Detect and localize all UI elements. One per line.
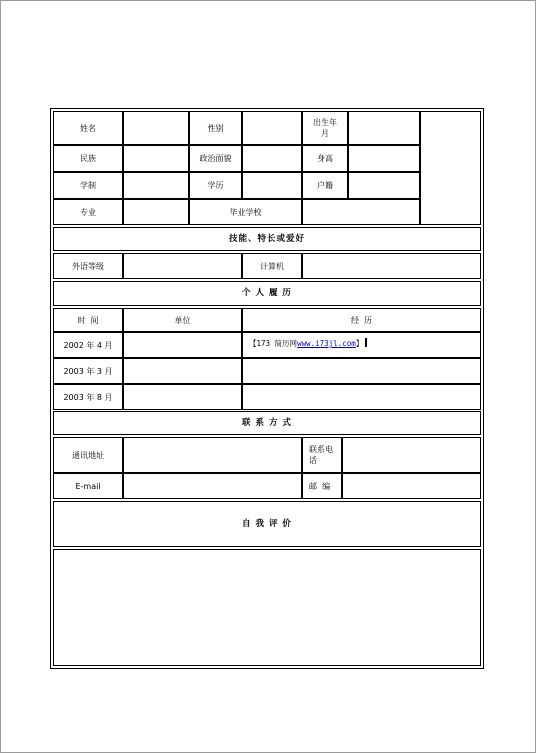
email-value[interactable] <box>123 473 302 499</box>
school-label: 毕业学校 <box>189 199 302 225</box>
education-system-value[interactable] <box>123 172 189 199</box>
resume-row-3-experience[interactable] <box>242 384 481 410</box>
major-label: 专业 <box>53 199 123 225</box>
resume-row-3-unit[interactable] <box>123 384 242 410</box>
photo-area <box>420 111 481 225</box>
watermark-prefix: 【173 简历网 <box>249 339 298 348</box>
postcode-value[interactable] <box>342 473 481 499</box>
major-value[interactable] <box>123 199 189 225</box>
name-value[interactable] <box>123 111 189 145</box>
contact-title: 联 系 方 式 <box>53 411 481 435</box>
computer-value[interactable] <box>302 253 481 279</box>
address-label: 通讯地址 <box>53 437 123 473</box>
postcode-label: 邮 编 <box>302 473 342 499</box>
ethnicity-label: 民族 <box>53 145 123 172</box>
height-value[interactable] <box>348 145 420 172</box>
watermark-suffix: 】 <box>355 339 364 348</box>
resume-table <box>50 108 484 669</box>
gender-label: 性别 <box>189 111 242 145</box>
resume-row-3-time: 2003 年 8 月 <box>53 384 123 410</box>
email-label: E-mail <box>53 473 123 499</box>
education-level-value[interactable] <box>242 172 302 199</box>
birth-value[interactable] <box>348 111 420 145</box>
address-value[interactable] <box>123 437 302 473</box>
resume-row-2-unit[interactable] <box>123 358 242 384</box>
gender-value[interactable] <box>242 111 302 145</box>
foreign-language-label: 外语等级 <box>53 253 123 279</box>
education-level-label: 学历 <box>189 172 242 199</box>
col-time-header: 时 间 <box>53 308 123 332</box>
col-unit-header: 单位 <box>123 308 242 332</box>
political-status-value[interactable] <box>242 145 302 172</box>
resume-row-1-time: 2002 年 4 月 <box>53 332 123 358</box>
computer-label: 计算机 <box>242 253 302 279</box>
phone-label: 联系电 话 <box>302 437 342 473</box>
birth-label: 出生年 月 <box>302 111 348 145</box>
school-value[interactable] <box>302 199 420 225</box>
col-experience-header: 经 历 <box>242 308 481 332</box>
hukou-value[interactable] <box>348 172 420 199</box>
name-label: 姓名 <box>53 111 123 145</box>
self-evaluation-body[interactable] <box>53 549 481 666</box>
skills-title: 技能、特长或爱好 <box>53 227 481 251</box>
foreign-language-value[interactable] <box>123 253 242 279</box>
resume-row-1-unit[interactable] <box>123 332 242 358</box>
height-label: 身高 <box>302 145 348 172</box>
resume-row-1-experience[interactable] <box>242 332 481 358</box>
hukou-label: 户籍 <box>302 172 348 199</box>
education-system-label: 学制 <box>53 172 123 199</box>
resume-title: 个 人 履 历 <box>53 281 481 306</box>
watermark-link[interactable]: www.i73jl.com <box>297 339 356 348</box>
text-cursor <box>365 338 367 347</box>
ethnicity-value[interactable] <box>123 145 189 172</box>
resume-row-2-time: 2003 年 3 月 <box>53 358 123 384</box>
self-evaluation-title: 自 我 评 价 <box>53 501 481 547</box>
political-status-label: 政治面貌 <box>189 145 242 172</box>
phone-value[interactable] <box>342 437 481 473</box>
resume-row-2-experience[interactable] <box>242 358 481 384</box>
